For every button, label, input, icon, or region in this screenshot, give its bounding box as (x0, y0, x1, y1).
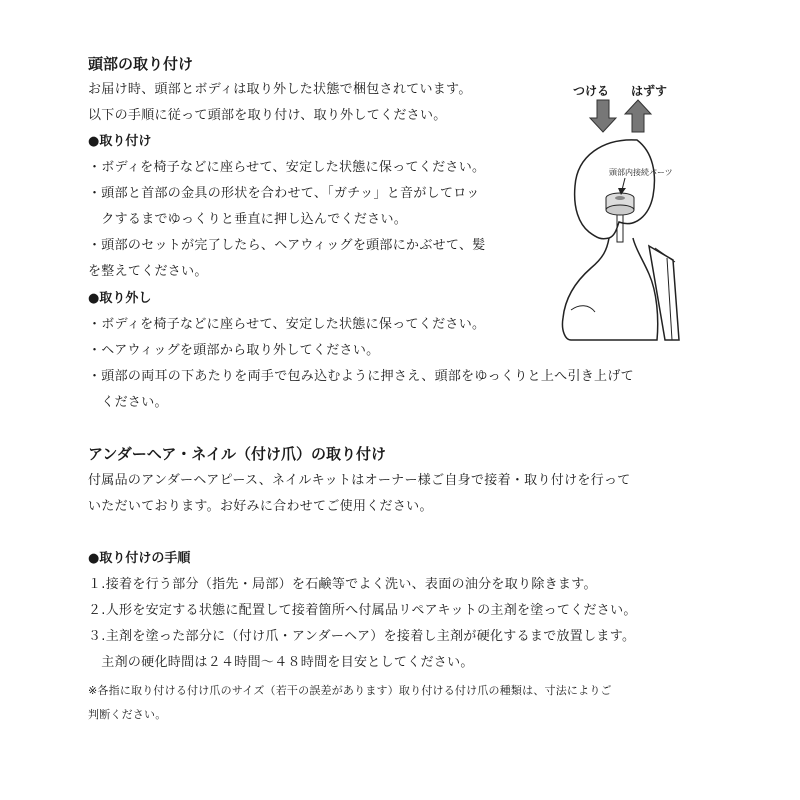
note-line-1: ※各指に取り付ける付け爪のサイズ（若干の誤差があります）取り付ける付け爪の種類は、寸法によりご (88, 684, 612, 697)
figure-label-attach: つける (573, 84, 610, 98)
nail-section-title: アンダーヘア・ネイル（付け爪）の取り付け (88, 445, 387, 463)
nail-intro-line-1: 付属品のアンダーヘアピース、ネイルキットはオーナー様ご自身で接着・取り付けを行って (88, 473, 631, 488)
head-intro-line-2: 以下の手順に従って頭部を取り付け、取り外してください。 (88, 108, 447, 123)
connector-part (606, 193, 634, 215)
chair-outline (649, 246, 679, 340)
attach-heading: ●取り付け (88, 134, 152, 149)
attach-line-4: ・頭部のセットが完了したら、ヘアウィッグを頭部にかぶせて、髪 (88, 238, 486, 253)
detach-heading: ●取り外し (88, 291, 152, 306)
detach-line-2: ・ヘアウィッグを頭部から取り外してください。 (88, 343, 380, 358)
detach-line-4: ください。 (88, 395, 168, 410)
head-attachment-figure (545, 78, 705, 343)
nail-intro-line-2: いただいております。お好みに合わせてご使用ください。 (88, 499, 433, 514)
up-arrow-icon (625, 100, 651, 132)
mannequin-illustration (545, 78, 705, 343)
head-outline (575, 140, 655, 239)
step-3-continued: 主剤の硬化時間は２４時間～４８時間を目安としてください。 (88, 655, 474, 670)
detach-line-1: ・ボディを椅子などに座らせて、安定した状態に保ってください。 (88, 317, 486, 332)
figure-label-detach: はずす (631, 84, 668, 98)
attach-line-3: クするまでゆっくりと垂直に押し込んでください。 (88, 212, 408, 227)
head-section-title: 頭部の取り付け (88, 55, 194, 73)
attach-line-1: ・ボディを椅子などに座らせて、安定した状態に保ってください。 (88, 160, 486, 175)
step-1: １.接着を行う部分（指先・局部）を石鹸等でよく洗い、表面の油分を取り除きます。 (88, 577, 597, 592)
detach-line-3: ・頭部の両耳の下あたりを両手で包み込むように押さえ、頭部をゆっくりと上へ引き上げて (88, 369, 634, 384)
attach-line-5: を整えてください。 (88, 264, 208, 279)
pointer-arrow-icon (618, 178, 626, 195)
attach-line-2: ・頭部と首部の金具の形状を合わせて、「ガチッ」と音がしてロッ (88, 186, 480, 201)
steps-heading: ●取り付けの手順 (88, 551, 191, 566)
note-line-2: 判断ください。 (88, 708, 167, 721)
figure-label-part: 頭部内接続パーツ (609, 168, 673, 177)
step-2: ２.人形を安定する状態に配置して接着箇所へ付属品リペアキットの主剤を塗ってください。 (88, 603, 637, 618)
head-intro-line-1: お届け時、頭部とボディは取り外した状態で梱包されています。 (88, 82, 472, 97)
down-arrow-icon (590, 100, 616, 132)
torso-outline (562, 238, 657, 340)
step-3: ３.主剤を塗った部分に（付け爪・アンダーヘア）を接着し主剤が硬化するまで放置します。 (88, 629, 636, 644)
